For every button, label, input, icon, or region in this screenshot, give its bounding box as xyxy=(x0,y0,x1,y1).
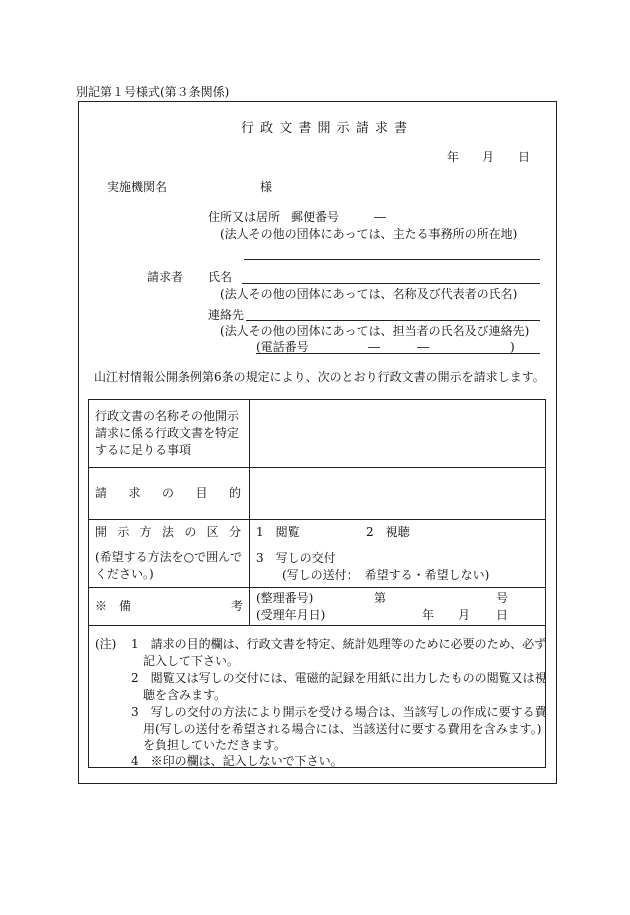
note-2a: 2 閲覧又は写しの交付には、電磁的記録を用紙に出力したものの閲覧又は視 xyxy=(131,671,547,685)
purpose-label xyxy=(89,468,250,520)
name-note: (法人その他の団体にあっては、名称及び代表者の氏名) xyxy=(220,287,518,301)
method-char-4: 法 xyxy=(161,525,174,539)
postal-label: 郵便番号 xyxy=(291,210,340,224)
method-char-1: 開 xyxy=(95,525,108,539)
method-row xyxy=(89,520,546,588)
option-view[interactable]: 1 閲覧 xyxy=(256,524,300,539)
method-char-7: 分 xyxy=(228,525,241,539)
purpose-char-5: 的 xyxy=(228,486,241,500)
method-char-5: の xyxy=(184,525,197,539)
doc-name-label: 行政文書の名称その他開示請求に係る行政文書を特定するに足りる事項 xyxy=(89,400,250,468)
note-2b: 聴を含みます。 xyxy=(143,688,227,702)
notes-box xyxy=(88,626,546,768)
date-day: 日 xyxy=(518,150,531,164)
remarks-field xyxy=(250,588,546,626)
option-listen[interactable]: 2 視聴 xyxy=(366,524,410,539)
address-note: (法人その他の団体にあっては、主たる事務所の所在地) xyxy=(220,227,518,241)
remarks-mark: ※ 備 xyxy=(95,599,132,613)
postal-dash: ― xyxy=(374,210,386,224)
remarks-row xyxy=(89,588,546,626)
phone-line[interactable] xyxy=(256,353,540,354)
method-note: (希望する方法を○で囲んでください。) xyxy=(95,550,243,581)
note-3b: 用(写しの送付を希望される場合には、当該送付に要する費用を含みます。) xyxy=(143,722,542,736)
note-1b: 記入して下さい。 xyxy=(143,654,240,668)
phone-dash-1: ― xyxy=(368,340,380,354)
doc-name-field[interactable] xyxy=(250,400,546,468)
phone-close: ) xyxy=(510,340,515,354)
contact-label: 連絡先 xyxy=(208,308,245,322)
purpose-char-3: の xyxy=(161,486,174,500)
method-label xyxy=(95,524,249,541)
note-3a: 3 写しの交付の方法により開示を受ける場合は、当該写しの作成に要する費 xyxy=(131,705,547,719)
form-title: 行 政 文 書 開 示 請 求 書 xyxy=(241,121,409,136)
address-label: 住所又は居所 xyxy=(208,210,281,224)
agency-label: 実施機関名 xyxy=(107,180,168,194)
note-4: 4 ※印の欄は、記入しないで下さい。 xyxy=(131,754,343,768)
request-statement: 山江村情報公開条例第6条の規定により、次のとおり行政文書の開示を請求します。 xyxy=(94,370,545,384)
remarks-label xyxy=(89,588,250,626)
remarks-end: 考 xyxy=(230,599,243,613)
purpose-char-2: 求 xyxy=(128,486,141,500)
requester-label: 請求者 xyxy=(147,270,184,284)
ref-no-dai: 第 xyxy=(374,590,387,605)
purpose-row xyxy=(89,468,546,520)
ref-no-go: 号 xyxy=(496,590,509,605)
form-reference: 別記第１号様式(第３条関係) xyxy=(76,85,230,99)
received-month: 月 xyxy=(458,607,471,622)
method-options xyxy=(250,520,546,588)
doc-name-row xyxy=(89,400,546,468)
contact-note: (法人その他の団体にあっては、担当者の氏名及び連絡先) xyxy=(220,324,530,338)
phone-label: (電話番号 xyxy=(256,340,309,354)
method-char-2: 示 xyxy=(117,525,130,539)
purpose-field[interactable] xyxy=(250,468,546,520)
notes-heading: (注) xyxy=(95,637,117,651)
received-day: 日 xyxy=(496,607,509,622)
note-3c: を負担していただきます。 xyxy=(143,738,287,752)
ref-no-label: (整理番号) xyxy=(256,590,314,605)
purpose-char-1: 請 xyxy=(95,486,108,500)
phone-dash-2: ― xyxy=(417,340,429,354)
received-year: 年 xyxy=(422,607,435,622)
request-table xyxy=(88,399,546,626)
note-1a: 1 請求の目的欄は、行政文書を特定、統計処理等のために必要のため、必ず xyxy=(131,637,547,651)
agency-honorific: 様 xyxy=(260,180,273,194)
received-label: (受理年月日) xyxy=(256,607,326,622)
option-copy[interactable]: 3 写しの交付 xyxy=(256,550,336,565)
method-char-6: 区 xyxy=(206,525,219,539)
date-year: 年 xyxy=(447,150,460,164)
date-month: 月 xyxy=(482,150,495,164)
method-char-3: 方 xyxy=(139,525,152,539)
purpose-char-4: 目 xyxy=(195,486,208,500)
address-line[interactable] xyxy=(244,259,540,260)
name-label: 氏名 xyxy=(208,270,233,284)
contact-line[interactable] xyxy=(246,320,540,321)
option-copy-note[interactable]: (写しの送付： 希望する・希望しない) xyxy=(282,567,490,582)
name-line[interactable] xyxy=(242,283,540,284)
method-label-cell xyxy=(89,520,250,588)
